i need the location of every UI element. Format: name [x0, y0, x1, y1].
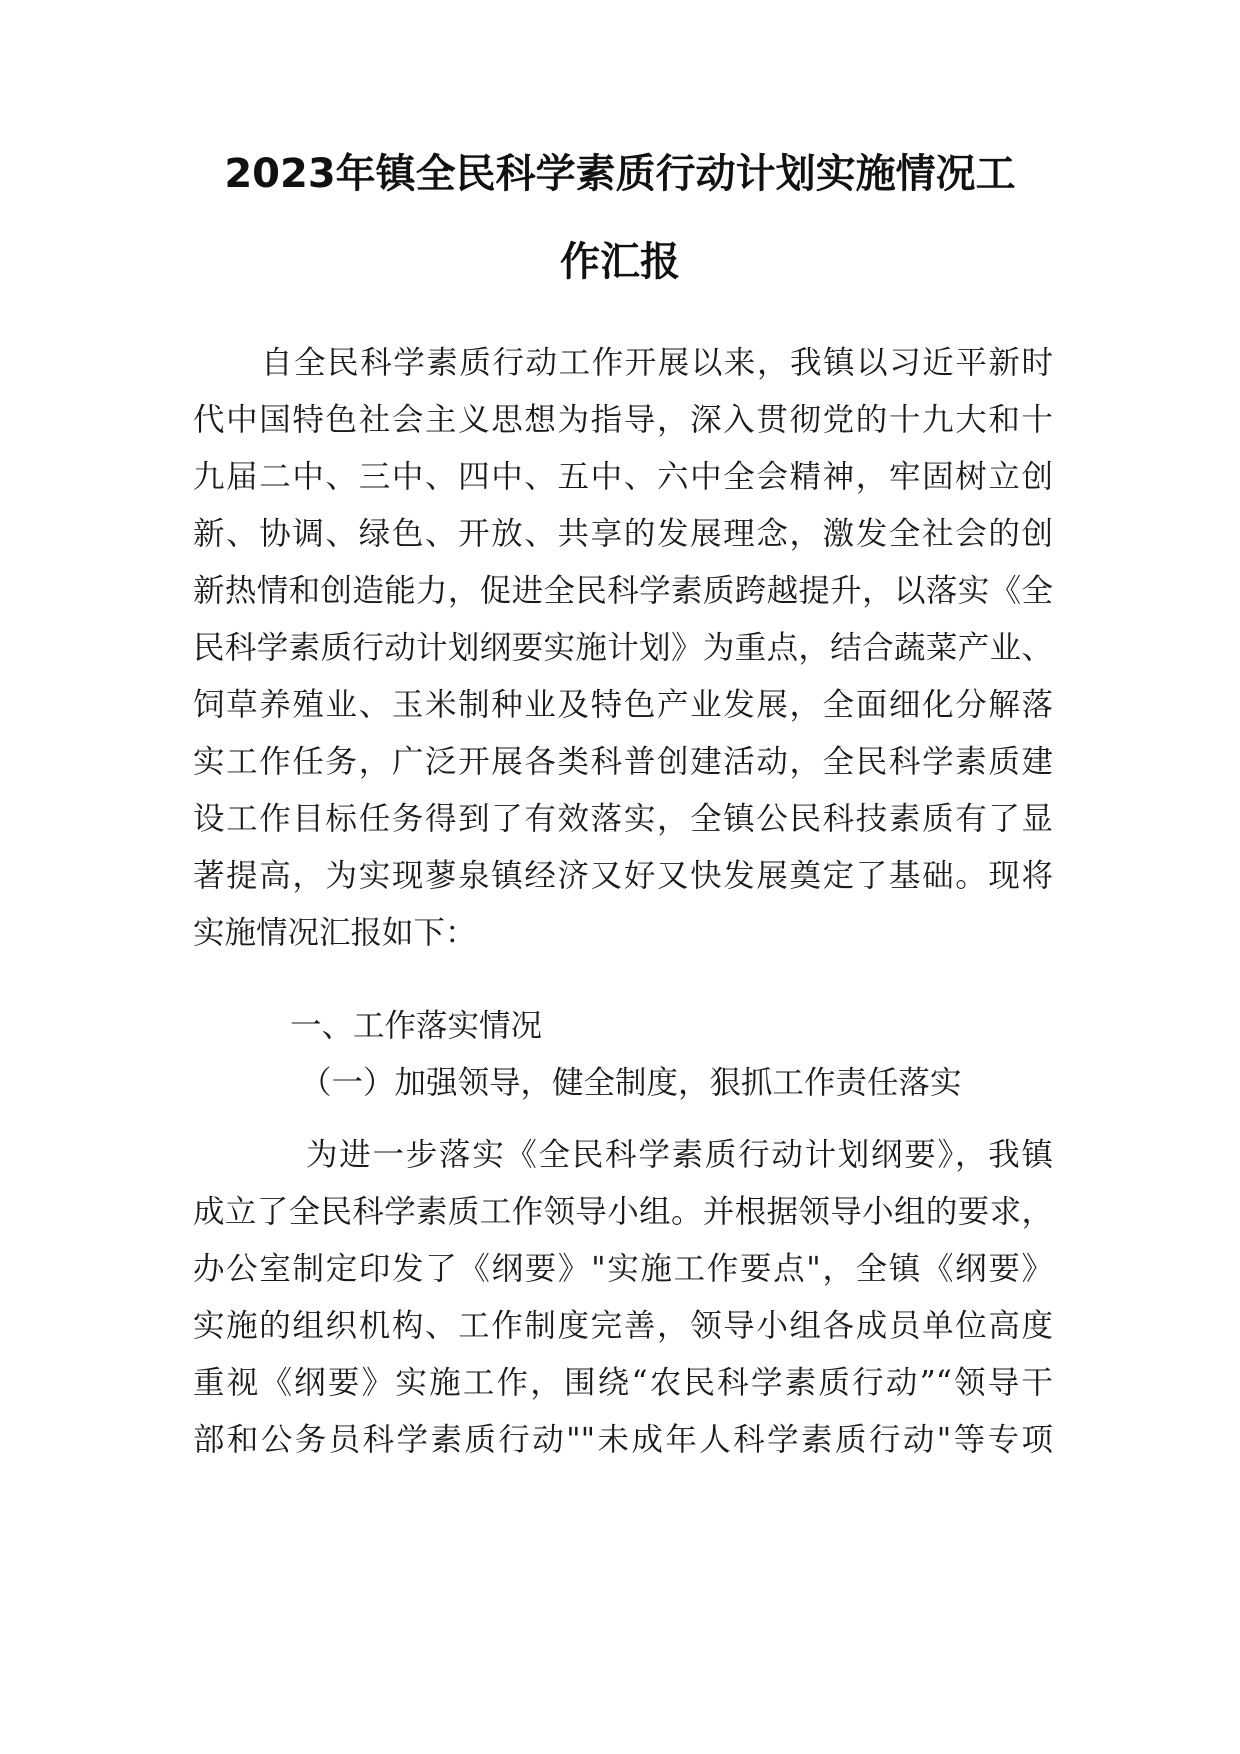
intro-paragraph-line: 代中国特色社会主义思想为指导，深入贯彻党的十九大和十 [193, 402, 1053, 438]
body-paragraph-line: 为进一步落实《全民科学素质行动计划纲要》，我镇 [306, 1137, 1053, 1173]
section-heading: 一、工作落实情况 [290, 1008, 543, 1044]
intro-paragraph-line: 新热情和创造能力，促进全民科学素质跨越提升，以落实《全 [193, 573, 1053, 609]
body-paragraph-line: 重视《纲要》实施工作，围绕“农民科学素质行动”“领导干 [193, 1365, 1053, 1401]
intro-paragraph-line: 实施情况汇报如下： [193, 915, 477, 951]
intro-paragraph-line: 民科学素质行动计划纲要实施计划》为重点，结合蔬菜产业、 [193, 630, 1053, 666]
intro-paragraph-line: 著提高，为实现蓼泉镇经济又好又快发展奠定了基础。现将 [193, 858, 1053, 894]
intro-paragraph-line: 新、协调、绿色、开放、共享的发展理念，激发全社会的创 [193, 516, 1053, 552]
intro-paragraph-line: 设工作目标任务得到了有效落实，全镇公民科技素质有了显 [193, 801, 1053, 837]
intro-paragraph-line: 实工作任务，广泛开展各类科普创建活动，全民科学素质建 [193, 744, 1053, 780]
body-paragraph-line: 成立了全民科学素质工作领导小组。并根据领导小组的要求， [193, 1194, 1053, 1230]
document-title-line-2: 作汇报 [560, 239, 680, 285]
body-paragraph-line: 办公室制定印发了《纲要》"实施工作要点"，全镇《纲要》 [193, 1251, 1053, 1287]
body-paragraph-line: 实施的组织机构、工作制度完善，领导小组各成员单位高度 [193, 1308, 1053, 1344]
intro-paragraph-line: 九届二中、三中、四中、五中、六中全会精神，牢固树立创 [193, 459, 1053, 495]
subsection-heading: （一）加强领导，健全制度，狠抓工作责任落实 [300, 1065, 962, 1101]
document-title-line-1: 2023年镇全民科学素质行动计划实施情况工 [224, 151, 1016, 197]
intro-paragraph-line: 自全民科学素质行动工作开展以来，我镇以习近平新时 [261, 345, 1053, 381]
body-paragraph-line: 部和公务员科学素质行动""未成年人科学素质行动"等专项 [193, 1422, 1053, 1458]
intro-paragraph-line: 饲草养殖业、玉米制种业及特色产业发展，全面细化分解落 [193, 687, 1053, 723]
